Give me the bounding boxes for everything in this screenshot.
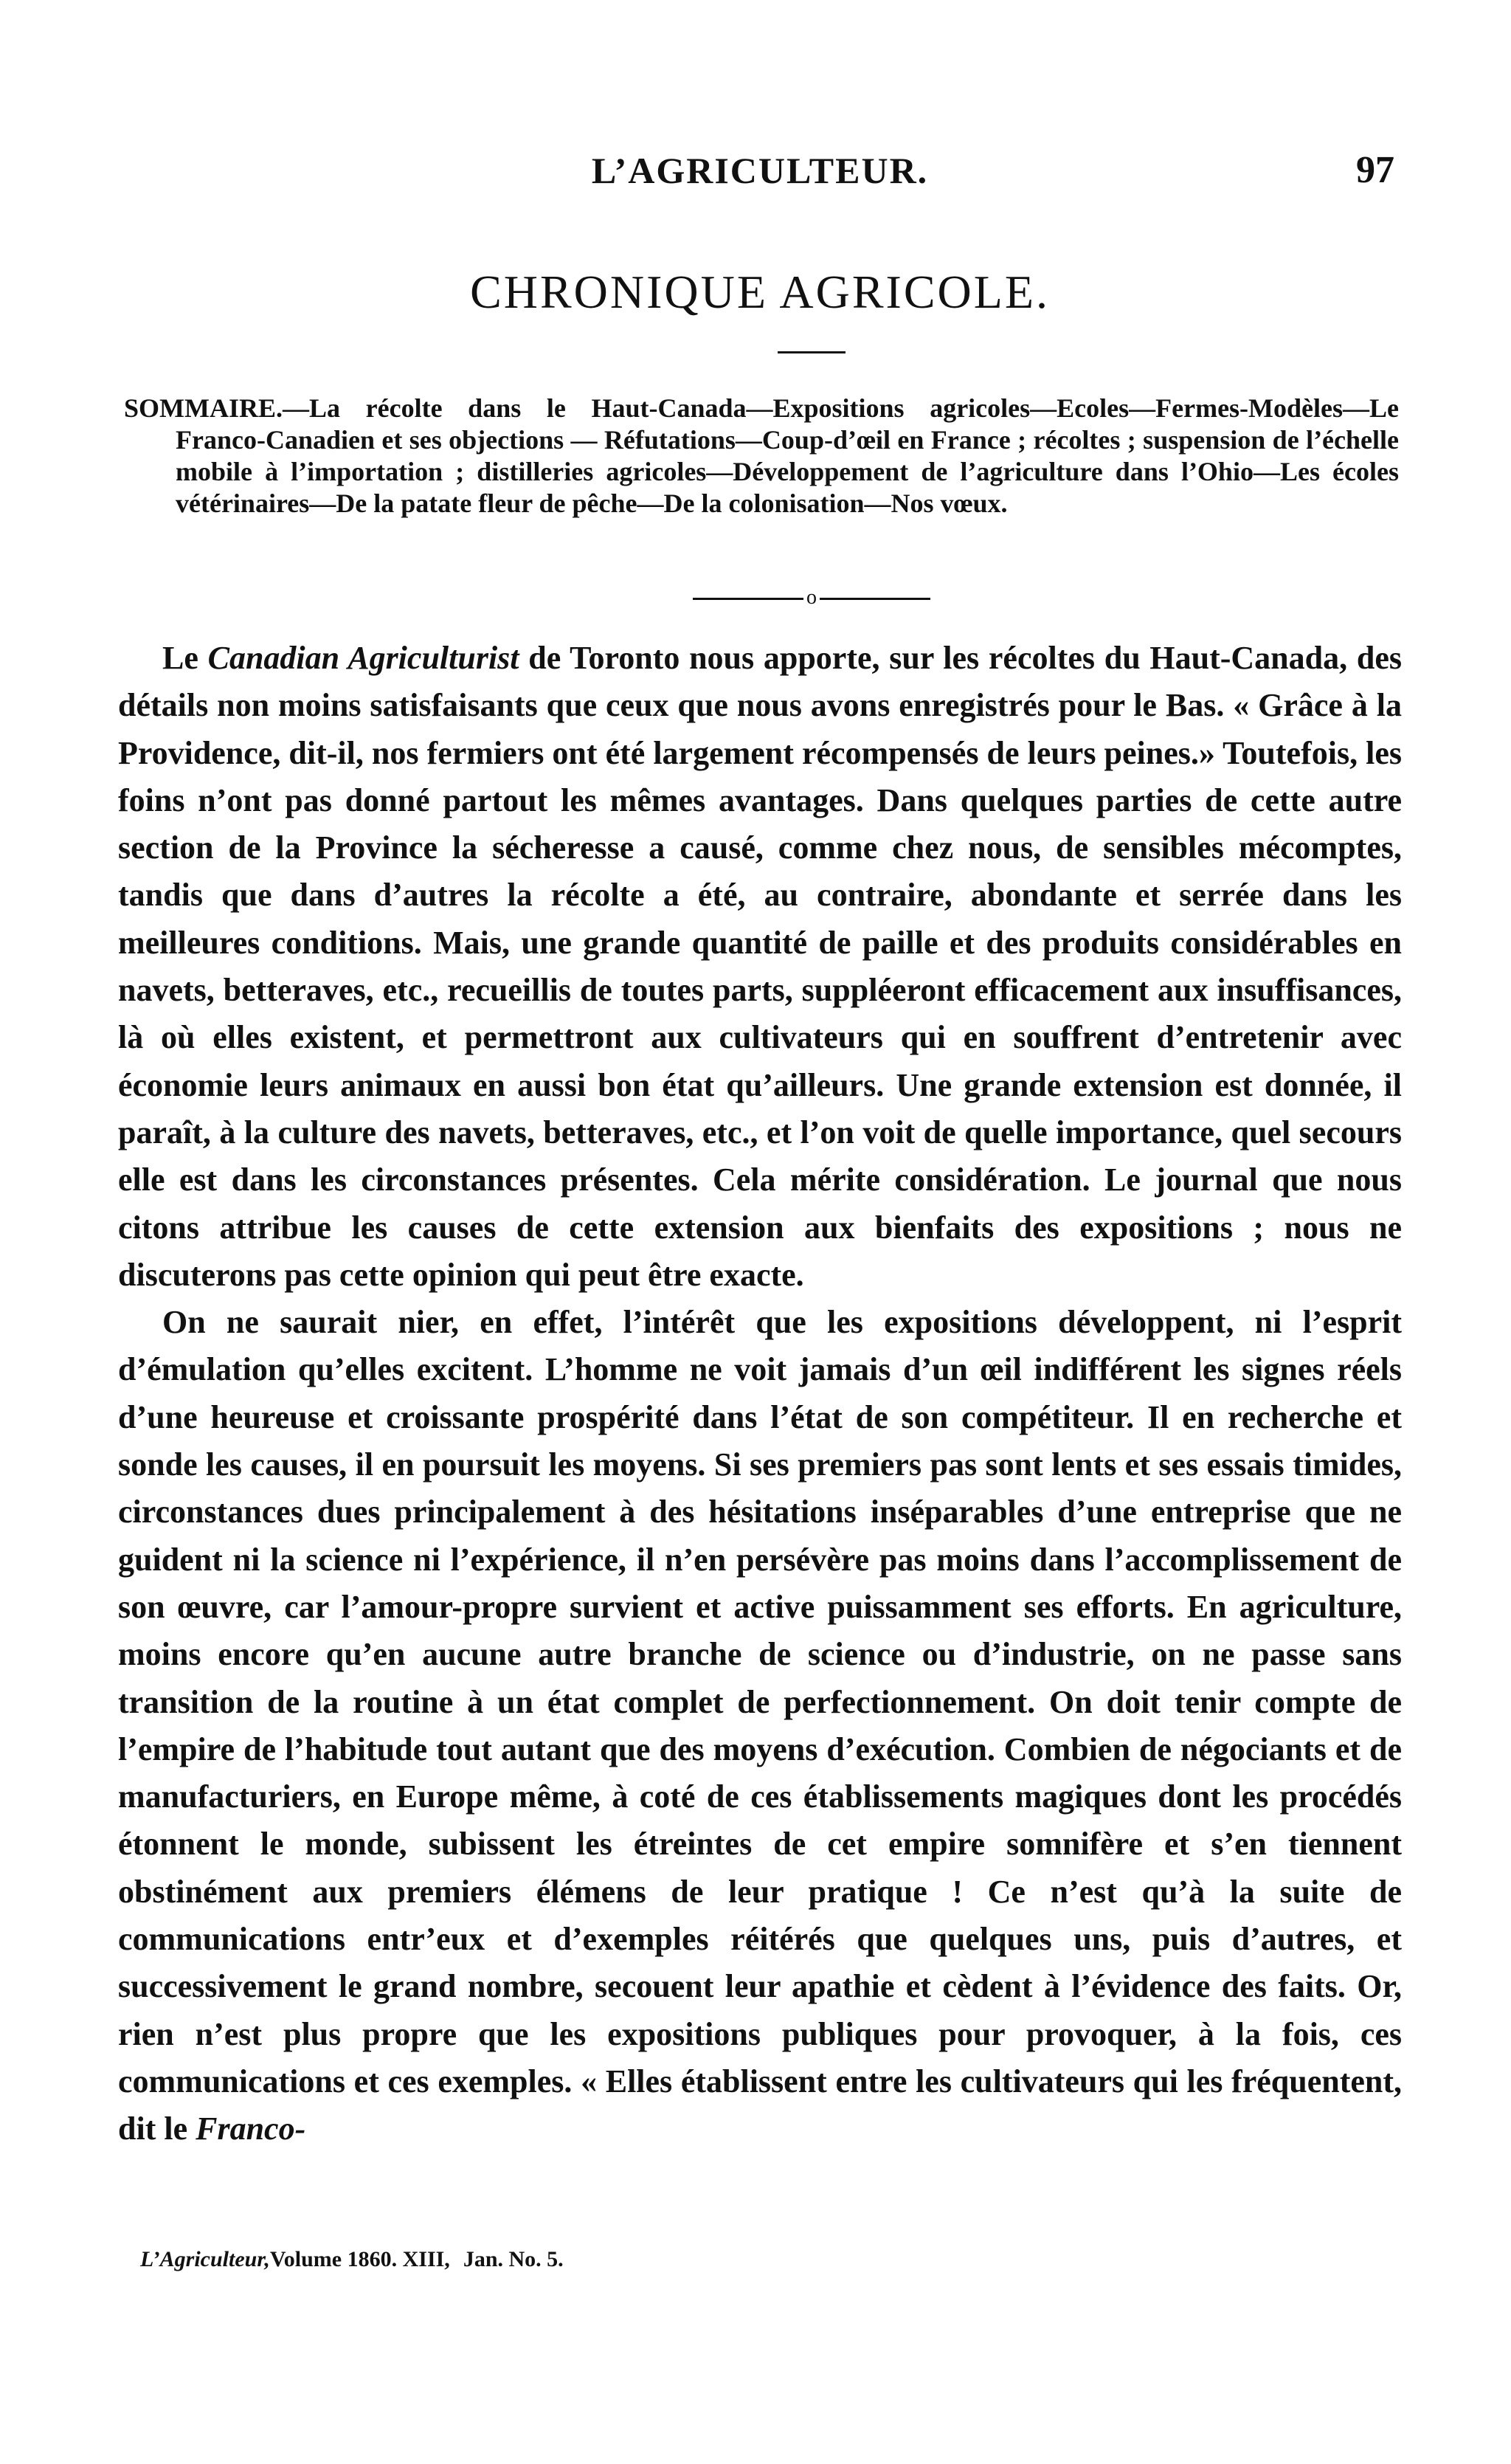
document-page xyxy=(118,0,1402,2464)
title-rule xyxy=(778,351,846,353)
footer-volume: Volume 1860. XIII, xyxy=(269,2247,450,2271)
ornament-mark: o xyxy=(806,586,817,609)
paragraph-2-title: Franco- xyxy=(196,2111,306,2147)
footer-source: L’Agriculteur, xyxy=(140,2247,270,2271)
article-body xyxy=(118,635,1402,2153)
section-ornament xyxy=(627,583,996,612)
summary-label: SOMMAIRE. xyxy=(124,393,283,423)
paragraph-1-start: Le xyxy=(162,640,208,676)
page-number: 97 xyxy=(1356,149,1394,191)
running-head xyxy=(118,145,1402,196)
running-title: L’AGRICULTEUR. xyxy=(591,150,929,191)
footer-issue: Jan. No. 5. xyxy=(463,2247,564,2271)
paragraph-1 xyxy=(118,635,1402,1299)
newspaper-title: Canadian Agriculturist xyxy=(207,640,519,676)
chronicle-title: CHRONIQUE AGRICOLE. xyxy=(470,266,1050,318)
summary-block xyxy=(124,393,1399,520)
paragraph-2-text: On ne saurait nier, en effet, l’intérêt que les expositions développent, ni l’esprit d’émulation qu’elles excitent. L’homme ne voit jamais d’un œil indifférent les signes réels d’une heureuse et croissante prospérité dans l’état de son compétiteur. Il en recherche et sonde les causes, il en poursuit les moyens. Si ses premiers pas sont lents et ses essais timides, circonstances dues principalement à des hésitations inséparables d’une entreprise que ne guident ni la science ni l’expérience, il n’en persévère pas moins dans l’accomplissement de son œuvre, car l’amour-propre survient et active puissamment ses efforts. En agriculture, moins encore qu’en aucune autre branche de science ou d’industrie, on ne passe sans transition de la routine à un état complet de perfectionnement. On doit tenir compte de l’empire de l’habitude tout autant que des moyens d’exécution. Combien de négociants et de manufacturiers, en Europe même, à coté de ces établissements magiques dont les procédés étonnent le monde, subissent les étreintes de cet empire somnifère et s’en tiennent obstinément aux premiers élémens de leur pratique ! Ce n’est qu’à la suite de communications entr’eux et d’exemples réitérés que quelques uns, puis d’autres, et successivement le grand nombre, secouent leur apathie et cèdent à l’évidence des faits. Or, rien n’est plus propre que les expositions publiques pour provoquer, à la fois, ces communications et ces exemples. « Elles établissent entre les cultivateurs qui les fréquentent, dit le xyxy=(118,1304,1402,2147)
paragraph-2 xyxy=(118,1299,1402,2153)
paragraph-1-rest: de Toronto nous apporte, sur les récoltes du Haut-Canada, des détails non moins satisfaisants que ceux que nous avons enregistrés pour le Bas. « Grâce à la Providence, dit-il, nos fermiers ont été largement récompensés de leurs peines.» Toutefois, les foins n’ont pas donné partout les mêmes avantages. Dans quelques parties de cette autre section de la Province la sécheresse a causé, comme chez nous, de sensibles mécomptes, tandis que dans d’autres la récolte a été, au contraire, abondante et serrée dans les meilleures conditions. Mais, une grande quantité de paille et des produits considérables en navets, betteraves, etc., recueillis de toutes parts, suppléeront efficacement aux insuffisances, là où elles existent, et permettront aux cultivateurs qui en souffrent d’entretenir avec économie leurs animaux en aussi bon état qu’ailleurs. Une grande extension est donnée, il paraît, à la culture des navets, betteraves, etc., et l’on voit de quelle importance, quel secours elle est dans les circonstances présentes. Cela mérite considération. Le journal que nous citons attribue les causes de cette extension aux bienfaits des expositions ; nous ne discuterons pas cette opinion qui peut être exacte. xyxy=(118,640,1402,1293)
summary-text xyxy=(124,393,1399,520)
signature-footer xyxy=(140,2243,1026,2276)
summary-body: —La récolte dans le Haut-Canada—Expositions agricoles—Ecoles—Fermes-Modèles—Le Franco-Canadien et ses objections — Réfutations—Coup-d’œil en France ; récoltes ; suspension de l’échelle mobile à l’importation ; distilleries agricoles—Développement de l’agriculture dans l’Ohio—Les écoles vétérinaires—De la patate fleur de pêche—De la colonisation—Nos vœux. xyxy=(176,393,1399,518)
